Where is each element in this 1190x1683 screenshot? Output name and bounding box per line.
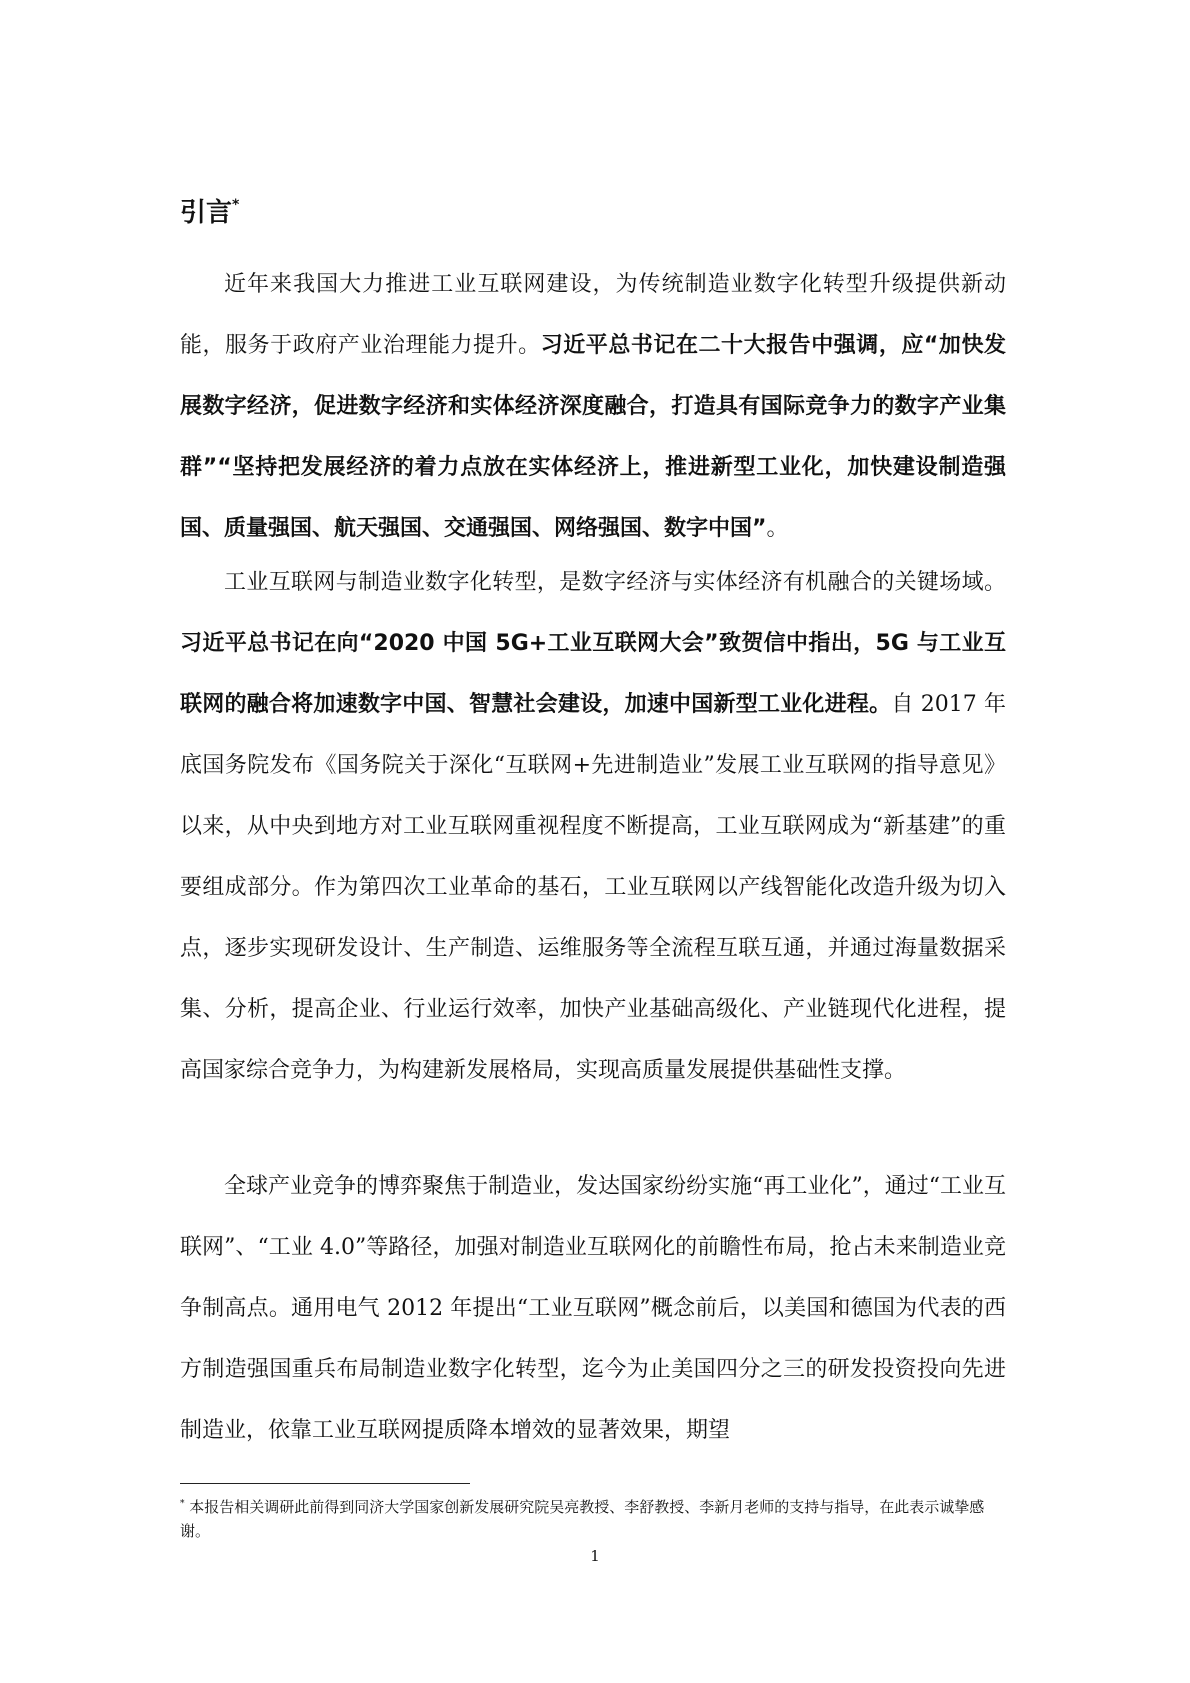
paragraph-1-text: 近年来我国大力推进工业互联网建设，为传统制造业数字化转型升级提供新动能，服务于政府产业治理能力提升。 — [180, 272, 1006, 358]
paragraph-2 — [180, 552, 1006, 1101]
footnote-marker: * — [180, 1499, 185, 1509]
title-text: 引言 — [180, 198, 233, 228]
footnote-text: 本报告相关调研此前得到同济大学国家创新发展研究院吴亮教授、李舒教授、李新月老师的支持与指导，在此表示诚挚感谢。 — [180, 1498, 985, 1540]
footnote — [180, 1492, 1006, 1543]
paragraph-2-rest: 自 2017 年底国务院发布《国务院关于深化“互联网+先进制造业”发展工业互联网的指导意见》以来，从中央到地方对工业互联网重视程度不断提高，工业互联网成为“新基建”的重要组成部分。作为第四次工业革命的基石，工业互联网以产线智能化改造升级为切入点，逐步实现研发设计、生产制造、运维服务等全流程互联互通，并通过海量数据采集、分析，提高企业、行业运行效率，加快产业基础高级化、产业链现代化进程，提高国家综合竞争力，为构建新发展格局，实现高质量发展提供基础性支撑。 — [180, 692, 1006, 1083]
paragraph-1 — [180, 254, 1006, 559]
page-number: 1 — [590, 1547, 600, 1565]
paragraph-3-text: 全球产业竞争的博弈聚焦于制造业，发达国家纷纷实施“再工业化”，通过“工业互联网”、“工业 4.0”等路径，加强对制造业互联网化的前瞻性布局，抢占未来制造业竞争制高点。通用电气 2012 年提出“工业互联网”概念前后，以美国和德国为代表的西方制造强国重兵布局制造业数字化转型，迄今为止美国四分之三的研发投资投向先进制造业，依靠工业互联网提质降本增效的显著效果，期望 — [180, 1174, 1006, 1443]
paragraph-1-bold-quote: 习近平总书记在二十大报告中强调，应“加快发展数字经济，促进数字经济和实体经济深度融合，打造具有国际竞争力的数字产业集群”“坚持把发展经济的着力点放在实体经济上，推进新型工业化，加快建设制造强国、质量强国、航天强国、交通强国、网络强国、数字中国” — [180, 333, 1006, 541]
page-title — [180, 188, 239, 230]
paragraph-1-end: 。 — [766, 516, 789, 541]
paragraph-3 — [180, 1156, 1006, 1461]
paragraph-2-bold-quote: 习近平总书记在向“2020 中国 5G+工业互联网大会”致贺信中指出，5G 与工业互联网的融合将加速数字中国、智慧社会建设，加速中国新型工业化进程。 — [180, 631, 1006, 717]
title-footnote-marker: * — [232, 197, 240, 213]
footnote-divider — [180, 1483, 470, 1484]
paragraph-2-text: 工业互联网与制造业数字化转型，是数字经济与实体经济有机融合的关键场域。 — [224, 570, 1006, 595]
